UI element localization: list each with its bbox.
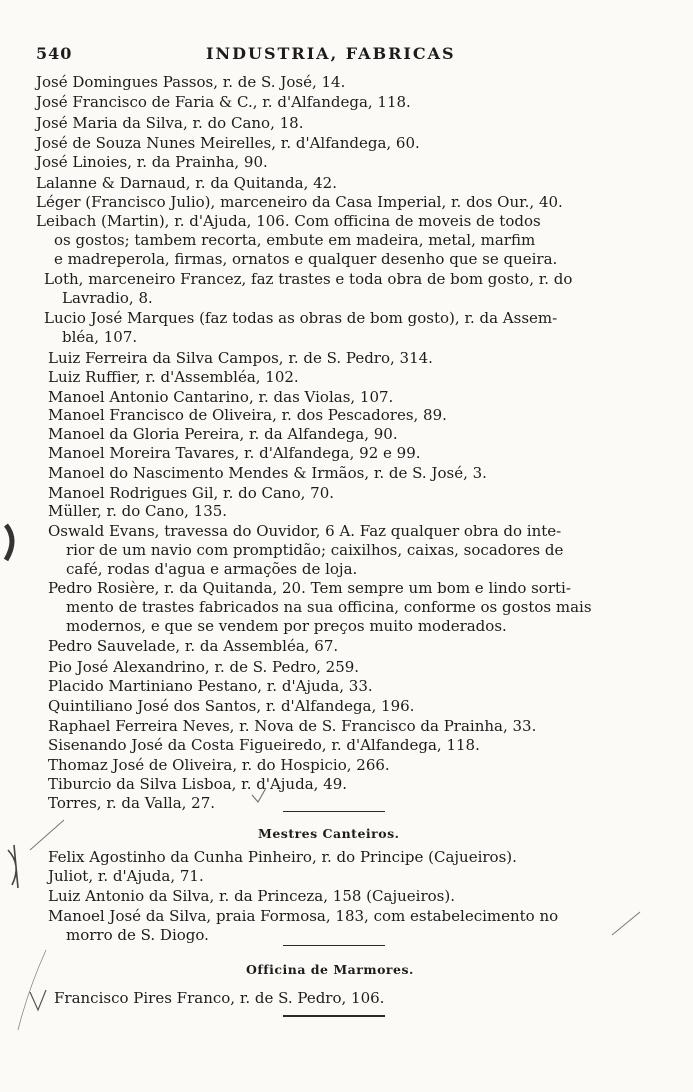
entry-line: Manoel Rodrigues Gil, r. do Cano, 70. (48, 484, 335, 502)
entry-line: Manoel Moreira Tavares, r. d'Alfandega, 92 e 99. (48, 444, 421, 462)
entry-line: Luiz Ferreira da Silva Campos, r. de S. Pedro, 314. (48, 349, 433, 367)
directory-entry (48, 794, 215, 813)
entry-line: Manoel do Nascimento Mendes & Irmãos, r. de S. José, 3. (48, 464, 487, 482)
entry-line: Oswald Evans, travessa do Ouvidor, 6 A. Faz qualquer obra do inte- (48, 522, 562, 540)
entry-line: Thomaz José de Oliveira, r. do Hospicio, 266. (48, 756, 390, 774)
entry-line: Luiz Ruffier, r. d'Assembléa, 102. (48, 368, 299, 386)
entry-line: José de Souza Nunes Meirelles, r. d'Alfandega, 60. (36, 134, 420, 152)
directory-entry (48, 658, 359, 677)
entry-line: Felix Agostinho da Cunha Pinheiro, r. do Principe (Cajueiros). (48, 848, 517, 866)
page-number: 540 (36, 44, 73, 63)
page-header (36, 44, 666, 68)
margin-blot (6, 525, 12, 560)
directory-entry (48, 425, 398, 444)
directory-entry (48, 388, 393, 407)
end-divider (283, 1015, 385, 1017)
directory-entry (36, 93, 411, 112)
directory-entry (36, 153, 268, 172)
directory-entry (48, 502, 227, 521)
entry-line: Loth, marceneiro Francez, faz trastes e toda obra de bom gosto, r. do (44, 270, 573, 288)
directory-entry (44, 309, 557, 347)
directory-entry (48, 522, 563, 579)
entry-line: Pedro Rosière, r. da Quitanda, 20. Tem sempre um bom e lindo sorti- (48, 579, 571, 597)
directory-entry (48, 484, 334, 503)
check-mark (30, 990, 46, 1010)
directory-entry (36, 114, 303, 133)
directory-entry (48, 775, 347, 794)
directory-entry (36, 193, 563, 212)
entry-line: Tiburcio da Silva Lisboa, r. d'Ajuda, 49. (48, 775, 348, 793)
entry-line: Torres, r. da Valla, 27. (48, 794, 216, 812)
entry-line: Pedro Sauvelade, r. da Assembléa, 67. (48, 637, 339, 655)
directory-entry (48, 349, 433, 368)
entry-line: Lalanne & Darnaud, r. da Quitanda, 42. (36, 174, 337, 192)
directory-entry (48, 406, 447, 425)
entry-continuation-line: morro de S. Diogo. (66, 926, 209, 944)
entry-line: Manoel Francisco de Oliveira, r. dos Pescadores, 89. (48, 406, 447, 424)
directory-entry (36, 174, 337, 193)
entry-line: Quintiliano José dos Santos, r. d'Alfandega, 196. (48, 697, 415, 715)
entry-continuation-line: e madreperola, firmas, ornatos e qualquer desenho que se queira. (54, 250, 558, 268)
entry-line: Lucio José Marques (faz todas as obras de bom gosto), r. da Assem- (44, 309, 558, 327)
entry-line: Manoel Antonio Cantarino, r. das Violas, 107. (48, 388, 394, 406)
entry-line: Manoel José da Silva, praia Formosa, 183, com estabelecimento no (48, 907, 559, 925)
directory-entry (36, 73, 345, 92)
directory-entry (54, 989, 384, 1008)
entry-line: Raphael Ferreira Neves, r. Nova de S. Francisco da Prainha, 33. (48, 717, 537, 735)
directory-entry (48, 579, 592, 636)
entry-line: Sisenando José da Costa Figueiredo, r. d'Alfandega, 118. (48, 736, 480, 754)
entry-continuation-line: café, rodas d'agua e armações de loja. (66, 560, 358, 578)
directory-entry (48, 887, 455, 906)
pencil-stroke (612, 912, 640, 935)
directory-entry (36, 212, 557, 269)
entry-line: Léger (Francisco Julio), marceneiro da Casa Imperial, r. dos Our., 40. (36, 193, 563, 211)
entry-line: Pio José Alexandrino, r. de S. Pedro, 259. (48, 658, 360, 676)
section-title-marmores: Officina de Marmores. (246, 962, 414, 977)
directory-entry (48, 677, 373, 696)
entry-line: Manoel da Gloria Pereira, r. da Alfandega, 90. (48, 425, 398, 443)
section-divider (283, 811, 385, 812)
directory-entry (48, 736, 480, 755)
directory-entry (36, 134, 420, 153)
directory-entry (48, 444, 421, 463)
directory-entry (48, 464, 487, 483)
directory-entry (48, 848, 517, 867)
entry-line: José Maria da Silva, r. do Cano, 18. (36, 114, 304, 132)
directory-entry (48, 697, 414, 716)
section-divider (283, 945, 385, 946)
entry-line: Leibach (Martin), r. d'Ajuda, 106. Com officina de moveis de todos (36, 212, 541, 230)
entry-line: Francisco Pires Franco, r. de S. Pedro, 106. (54, 989, 385, 1007)
entry-continuation-line: os gostos; tambem recorta, embute em madeira, metal, marfim (54, 231, 536, 249)
section-title-canteiros: Mestres Canteiros. (258, 826, 400, 841)
pencil-stroke (30, 820, 64, 850)
entry-continuation-line: Lavradio, 8. (62, 289, 153, 307)
entry-continuation-line: rior de um navio com promptidão; caixilhos, caixas, socadores de (66, 541, 564, 559)
entry-line: Juliot, r. d'Ajuda, 71. (48, 867, 204, 885)
entry-line: Placido Martiniano Pestano, r. d'Ajuda, 33. (48, 677, 373, 695)
entry-continuation-line: bléa, 107. (62, 328, 138, 346)
entry-line: Luiz Antonio da Silva, r. da Princeza, 158 (Cajueiros). (48, 887, 455, 905)
entry-continuation-line: modernos, e que se vendem por preços muito moderados. (66, 617, 507, 635)
entry-line: José Francisco de Faria & C., r. d'Alfandega, 118. (36, 93, 411, 111)
directory-entry (48, 368, 299, 387)
directory-entry (48, 907, 558, 945)
directory-entry (48, 867, 204, 886)
pencil-scribble (8, 845, 18, 888)
pencil-stroke (18, 950, 46, 1030)
entry-line: José Domingues Passos, r. de S. José, 14. (36, 73, 346, 91)
directory-entry (48, 756, 390, 775)
directory-entry (48, 637, 338, 656)
directory-entry (44, 270, 572, 308)
entry-continuation-line: mento de trastes fabricados na sua officina, conforme os gostos mais (66, 598, 592, 616)
entry-line: Müller, r. do Cano, 135. (48, 502, 228, 520)
running-head: INDUSTRIA, FABRICAS (206, 44, 456, 63)
entry-line: José Linoies, r. da Prainha, 90. (36, 153, 268, 171)
directory-entry (48, 717, 536, 736)
